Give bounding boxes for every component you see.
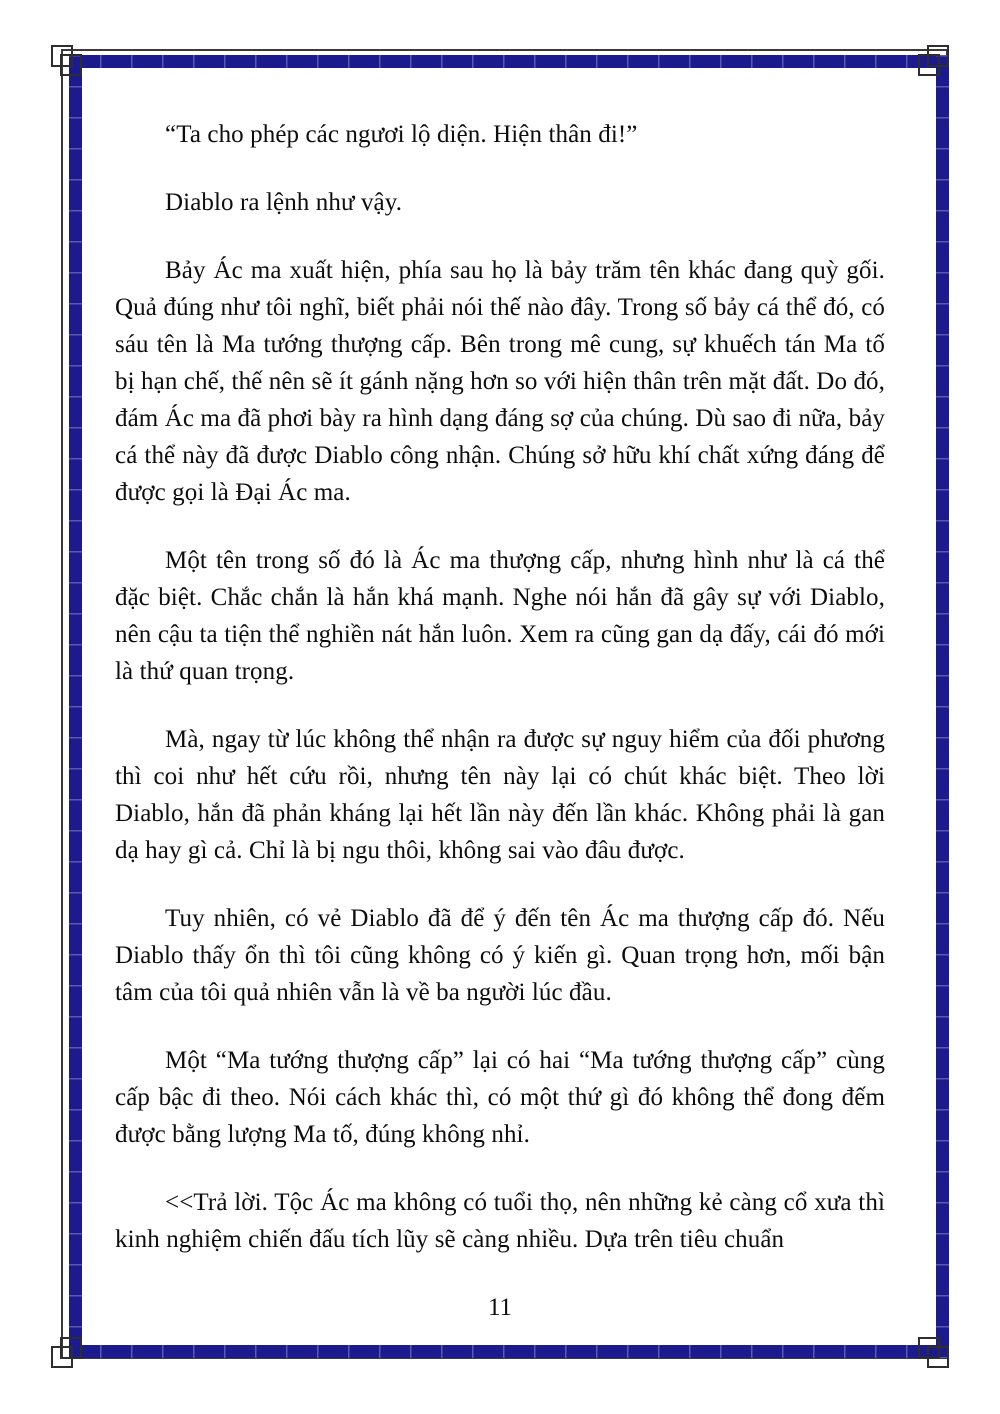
paragraph: Mà, ngay từ lúc không thể nhận ra được sự nguy hiểm của đối phương thì coi như hết cứu rồi, nhưng tên này lại có chút khác biệt. Theo lời Diablo, hắn đã phản kháng lại hết lần này đến lần khác. Không phải là gan dạ hay gì cả. Chỉ là bị ngu thôi, không sai vào đâu được. xyxy=(115,726,885,864)
corner-ornament-square xyxy=(918,54,940,76)
page-content xyxy=(115,66,885,1326)
paragraph: Một “Ma tướng thượng cấp” lại có hai “Ma tướng thượng cấp” cùng cấp bậc đi theo. Nói cách khác thì, có một thứ gì đó không thể đong đếm được bằng lượng Ma tố, đúng không nhỉ. xyxy=(115,1047,885,1148)
corner-ornament-square xyxy=(51,1346,73,1368)
corner-ornament-square xyxy=(927,1346,949,1368)
frame-band-right xyxy=(936,55,949,1358)
paragraph: Diablo ra lệnh như vậy. xyxy=(165,189,403,216)
paragraph: Tuy nhiên, có vẻ Diablo đã để ý đến tên Ác ma thượng cấp đó. Nếu Diablo thấy ổn thì tôi cũng không có ý kiến gì. Quan trọng hơn, mối bận tâm của tôi quả nhiên vẫn là về ba người lúc đầu. xyxy=(115,905,885,1006)
paragraph: “Ta cho phép các ngươi lộ diện. Hiện thân đi!” xyxy=(165,121,638,148)
frame-band-bottom xyxy=(69,1345,949,1358)
paragraph: <<Trả lời. Tộc Ác ma không có tuổi thọ, nên những kẻ càng cổ xưa thì kinh nghiệm chiến đấu tích lũy sẽ càng nhiều. Dựa trên tiêu chuẩn xyxy=(115,1189,885,1253)
paragraph: Bảy Ác ma xuất hiện, phía sau họ là bảy trăm tên khác đang quỳ gối. Quả đúng như tôi nghĩ, biết phải nói thế nào đây. Trong số bảy cá thể đó, có sáu tên là Ma tướng thượng cấp. Bên trong mê cung, sự khuếch tán Ma tố bị hạn chế, thế nên sẽ ít gánh nặng hơn so với hiện thân trên mặt đất. Do đó, đám Ác ma đã phơi bày ra hình dạng đáng sợ của chúng. Dù sao đi nữa, bảy cá thể này đã được Diablo công nhận. Chúng sở hữu khí chất xứng đáng để được gọi là Đại Ác ma. xyxy=(115,257,885,506)
corner-ornament-square xyxy=(60,54,82,76)
page-number: 11 xyxy=(487,1294,513,1321)
paragraph: Một tên trong số đó là Ác ma thượng cấp, nhưng hình như là cá thể đặc biệt. Chắc chắn là hắn khá mạnh. Nghe nói hắn đã gây sự với Diablo, nên cậu ta tiện thể nghiền nát hắn luôn. Xem ra cũng gan dạ đấy, cái đó mới là thứ quan trọng. xyxy=(115,547,885,685)
frame-band-left xyxy=(69,55,82,1358)
